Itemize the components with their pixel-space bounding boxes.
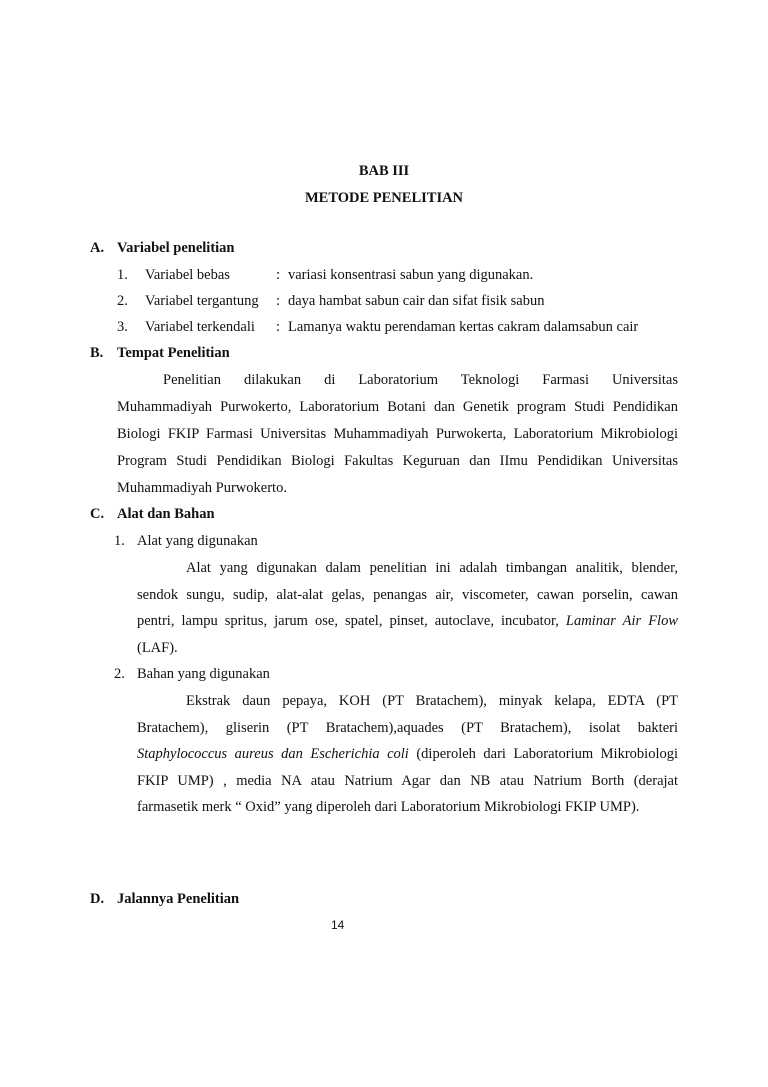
var-item-value: daya hambat sabun cair dan sifat fisik sabun [288,293,545,309]
var-item-value: variasi konsentrasi sabun yang digunakan. [288,267,534,283]
alat-paragraph-line: sendok sungu, sudip, alat-alat gelas, penangas air, viscometer, cawan porselin, cawan [137,587,678,603]
subsection-heading: Bahan yang digunakan [137,666,270,682]
section-b-paragraph-line: Biologi FKIP Farmasi Universitas Muhammadiyah Purwokerta, Laboratorium Mikrobiologi [117,426,678,442]
section-b-letter: B. [90,345,104,361]
section-d-letter: D. [90,891,105,907]
var-item-sep: : [276,319,281,335]
section-a-letter: A. [90,240,105,256]
section-b-paragraph-line: Muhammadiyah Purwokerto. [117,480,287,496]
bahan-line3-italic: Staphylococcus aureus dan Escherichia coli [137,746,409,762]
section-d-heading: Jalannya Penelitian [117,891,240,907]
var-item-label: Variabel terkendali [145,319,255,335]
var-item-value: Lamanya waktu perendaman kertas cakram dalamsabun cair [288,319,639,335]
bahan-paragraph-line: Ekstrak daun pepaya, KOH (PT Bratachem), minyak kelapa, EDTA (PT [186,693,678,709]
alat-paragraph-line: Alat yang digunakan dalam penelitian ini adalah timbangan analitik, blender, [186,560,678,576]
alat-paragraph-line: (LAF). [137,640,178,656]
bahan-paragraph-line [137,746,678,763]
alat-paragraph-line [137,613,678,630]
section-b-paragraph-line: Penelitian dilakukan di Laboratorium Teknologi Farmasi Universitas [163,372,678,388]
subsection-heading: Alat yang digunakan [137,533,258,549]
chapter-label: BAB III [358,163,410,179]
bahan-line3-text: (diperoleh dari Laboratorium Mikrobiologi [416,746,679,762]
chapter-title: METODE PENELITIAN [304,190,464,206]
var-item-num: 1. [117,267,128,283]
bahan-paragraph-line: Bratachem), gliserin (PT Bratachem),aquades (PT Bratachem), isolat bakteri [137,720,678,736]
bahan-paragraph-line: FKIP UMP) , media NA atau Natrium Agar dan NB atau Natrium Borth (derajat [137,773,678,789]
alat-line3-italic: Laminar Air Flow [565,613,678,629]
section-c-heading: Alat dan Bahan [117,506,215,522]
bahan-paragraph-line: farmasetik merk “ Oxid” yang diperoleh dari Laboratorium Mikrobiologi FKIP UMP). [137,799,640,815]
var-item-sep: : [276,293,281,309]
alat-line3-text: pentri, lampu spritus, jarum ose, spatel, pinset, autoclave, incubator, [137,613,559,629]
subsection-num: 2. [114,666,125,682]
section-b-heading: Tempat Penelitian [117,345,230,361]
subsection-num: 1. [114,533,125,549]
var-item-sep: : [276,267,281,283]
section-c-letter: C. [90,506,105,522]
var-item-num: 2. [117,293,128,309]
var-item-label: Variabel bebas [145,267,230,283]
var-item-label: Variabel tergantung [145,293,259,309]
section-b-paragraph-line: Program Studi Pendidikan Biologi Fakultas Keguruan dan IImu Pendidikan Universitas [117,453,678,469]
page-number: 14 [331,918,345,932]
section-b-paragraph-line: Muhammadiyah Purwokerto, Laboratorium Botani dan Genetik program Studi Pendidikan [117,399,678,415]
var-item-num: 3. [117,319,128,335]
section-a-heading: Variabel penelitian [117,240,235,256]
